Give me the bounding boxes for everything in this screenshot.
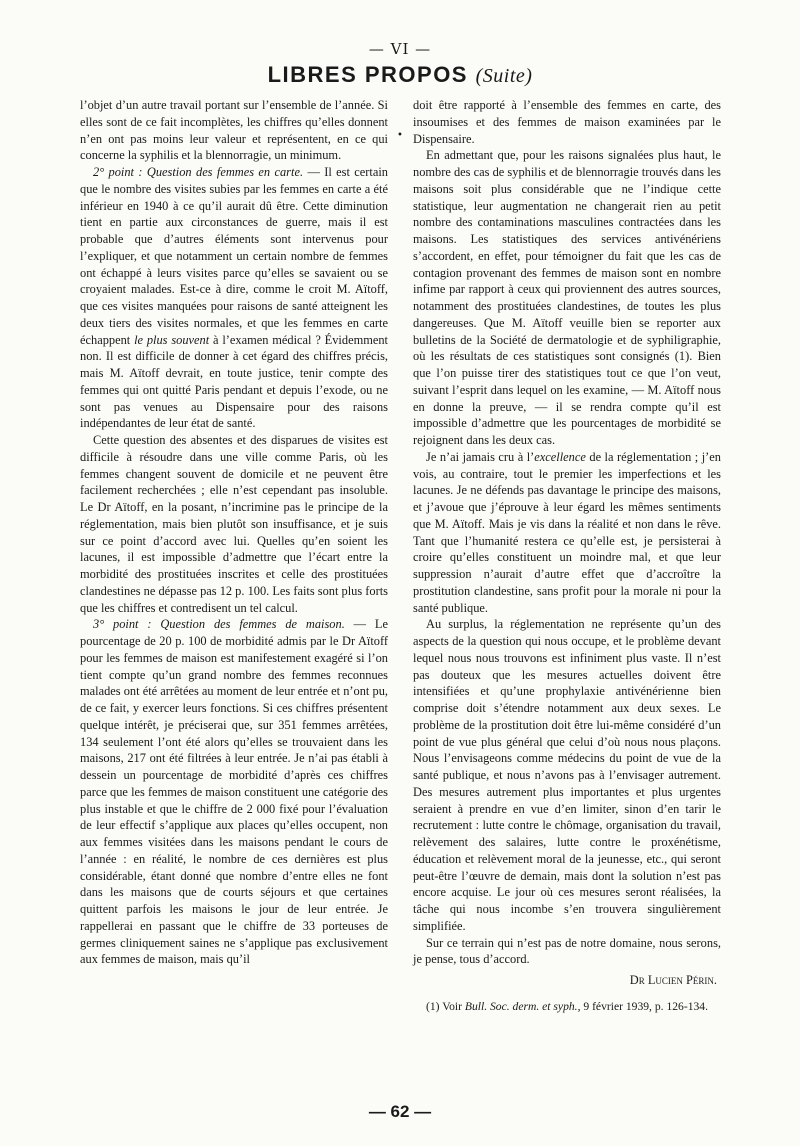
left-paragraph-2	[80, 164, 388, 432]
right-p3-emphasis: excellence	[534, 449, 586, 464]
right-paragraph-2: En admettant que, pour les raisons signalées plus haut, le nombre des cas de syphilis et de blennorragie trouvés dans les maisons soit plus considérable que ne l’indique cette statistique, leur augmentation ne changerait rien au petit nombre des contaminations masculines contractées dans les maisons. Les statistiques des services antivénériens s’accordent, en effet, pour témoigner du fait que les cas de contagion provenant des femmes de maison sont en nombre infime par rapport à ceux qui proviennent des autres sources, notamment des prostituées clandestines, de toutes les plus dangereuses. Que M. Aïtoff veuille bien se reporter aux bulletins de la Société de dermatologie et de syphiligraphie, où les résultats de ces statistiques sont consignés (1). Bien que l’on puisse tirer des statistiques tout ce que l’on veut, suivant l’esprit dans lequel on les examine, — M. Aïtoff nous en donne la preuve, — il se rendra compte qu’il est impossible d’admettre que les pourcentages de morbidité se rejoignent dans les deux cas.	[413, 148, 721, 447]
page-title	[0, 62, 800, 88]
title-main: LIBRES PROPOS	[267, 62, 468, 87]
left-p2-text-b: à l’examen médical ? Évidemment non. Il est difficile de donner à cet égard des chiffres précis, mais M. Aïtoff devrait, en toute justice, tenir compte des femmes qui ont quitté Paris pendant et depuis l’exode, ou ne sont pas venues au Dispensaire pour des raisons indépendantes de leur état de santé.	[80, 332, 388, 431]
left-p2-emphasis: le plus souvent	[134, 332, 210, 347]
left-p2-text-a: — Il est certain que le nombre des visites subies par les femmes en carte a été inférieur en 1940 à ce qu’il aurait dû être. Cette diminution tient en partie aux circonstances de guerre, mais il est probable que d’autres éléments sont intervenus pour l’expliquer, et que notamment un certain nombre de femmes ont échappé à leurs visites parce qu’elles se savaient ou se croyaient malades. Est-ce à dire, comme le croit M. Aïtoff, que ces visites manquées pour raisons de santé atteignent les deux tiers des visites normales, et que les femmes en carte échappent	[80, 165, 388, 347]
section-heading-2: 2° point : Question des femmes en carte.	[93, 165, 304, 179]
margin-mark: •	[397, 130, 403, 141]
left-paragraph-4	[80, 616, 388, 968]
right-column	[413, 97, 721, 1014]
running-head: — VI —	[368, 40, 432, 58]
right-p3-text-a: Je n’ai jamais cru à l’	[426, 449, 535, 464]
left-paragraph-1: l’objet d’un autre travail portant sur l’ensemble de l’année. Si elles sont de ce fait incomplètes, les chiffres qu’elles donnent n’en ont pas moins leur valeur et représentent, en ce qui concerne la syphilis et la blennorragie, un minimum.	[80, 98, 388, 163]
section-heading-3: 3° point : Question des femmes de maison.	[93, 617, 345, 632]
footnote	[413, 999, 721, 1014]
page-number: — 62 —	[368, 1102, 432, 1121]
right-paragraph-4: Au surplus, la réglementation ne représente qu’un des aspects de la question qui nous occupe, et le problème devant lequel nous nous trouvons est infiniment plus vaste. Il n’est pas douteux que les mesures actuelles doivent être intensifiées et qu’une prophylaxie antivénérienne bien comprise doit s’étendre notamment aux deux sexes. Le problème de la prostitution doit être lui-même considéré d’un point de vue plus général que celui d’où nous nous plaçons. Nous l’envisageons comme médecins du point de vue de la santé publique, et nous n’avons pas à l’envisager autrement. Des mesures autrement plus importantes et plus urgentes seraient à prendre en vue d’en limiter, sinon d’en tarir le recrutement : lutte contre le chômage, organisation du travail, relèvement des salaires, lutte contre le proxénétisme, éducation et relèvement moral de la jeunesse, etc., qui seront peut-être l’œuvre de demain, mais dont la solution n’est pas encore acquise. Le jour où ces mesures seront réalisées, la tâche qui nous incombe s’en trouvera singulièrement simplifiée.	[413, 617, 721, 933]
left-paragraph-3: Cette question des absentes et des disparues de visites est difficile à résoudre dans une ville comme Paris, où les femmes changent souvent de domicile et ne peuvent être facilement recherchées ; elle n’est cependant pas insoluble. Le Dr Aïtoff, en la posant, n’incrimine pas le principe de la réglementation, mais bien plutôt son insuffisance, et je suis sur ce point d’accord avec lui. Quelles qu’en soient les lacunes, il est impossible d’admettre que l’écart entre la morbidité des prostituées inscrites et celle des prostituées clandestines ne dépasse pas 12 p. 100. Les faits sont plus forts que les chiffres et contredisent un tel calcul.	[80, 433, 388, 615]
footnote-text-b: , 9 février 1939, p. 126-134.	[577, 999, 708, 1013]
right-paragraph-3	[413, 449, 721, 617]
right-p3-text-b: de la réglementation ; j’en vois, au contraire, tout le premier les imperfections et les lacunes. Je ne défends pas davantage le principe des maisons, et j’avoue que j’éprouve à leur égard les mêmes sentiments que M. Aïtoff. Mais je vis dans la réalité et non dans le rêve. Tant que l’humanité restera ce qu’elle est, je persisterai à croire qu’elles constituent un moindre mal, et que leur suppression n’aurait d’autre effet que d’accroître la prostitution clandestine, sans profit pour la morale ni pour la santé publique.	[413, 449, 721, 615]
left-column	[80, 97, 388, 968]
right-paragraph-5: Sur ce terrain qui n’est pas de notre domaine, nous serons, je pense, tous d’accord.	[413, 935, 721, 967]
right-paragraph-1: doit être rapporté à l’ensemble des femmes en carte, des insoumises et des femmes de maison examinées par le Dispensaire.	[413, 98, 721, 146]
left-p4-text: — Le pourcentage de 20 p. 100 de morbidité admis par le Dr Aïtoff pour les femmes de maison est manifestement exagéré si l’on tient compte qu’un grand nombre des femmes reconnues malades ont été arrêtées au moment de leur entrée et n’ont pu, de ce fait, y exercer leurs fonctions. Si ces chiffres présentent quelque intérêt, je préciserai que, sur 351 femmes arrêtées, 134 seulement l’ont été alors qu’elles se trouvaient dans les maisons, 217 ont été filtrées à leur entrée. Je n’ai pas établi à dessein un pourcentage de morbidité d’après ces chiffres parce que les femmes de maison constituent une catégorie des plus instable et que le chiffre de 2 000 fixé pour l’évaluation de leur effectif s’applique aux places qu’elles occupent, non aux femmes visitées dans les maisons pendant le cours de l’année : en réalité, le nombre de ces dernières est plus considérable, étant donné que nombre d’entre elles ne font dans les maisons que de courts séjours et que certaines quittent parfois les maisons le jour de leur entrée. Je rappellerai en passant que le chiffre de 33 porteuses de germes cliniquement saines ne s’applique pas exclusivement aux femmes de maison, mais qu’il	[80, 617, 388, 967]
title-suffix: (Suite)	[475, 65, 533, 87]
footnote-citation: Bull. Soc. derm. et syph.	[464, 999, 578, 1013]
signature: Dr Lucien Périn.	[629, 973, 717, 987]
footnote-text-a: (1) Voir	[426, 999, 465, 1013]
